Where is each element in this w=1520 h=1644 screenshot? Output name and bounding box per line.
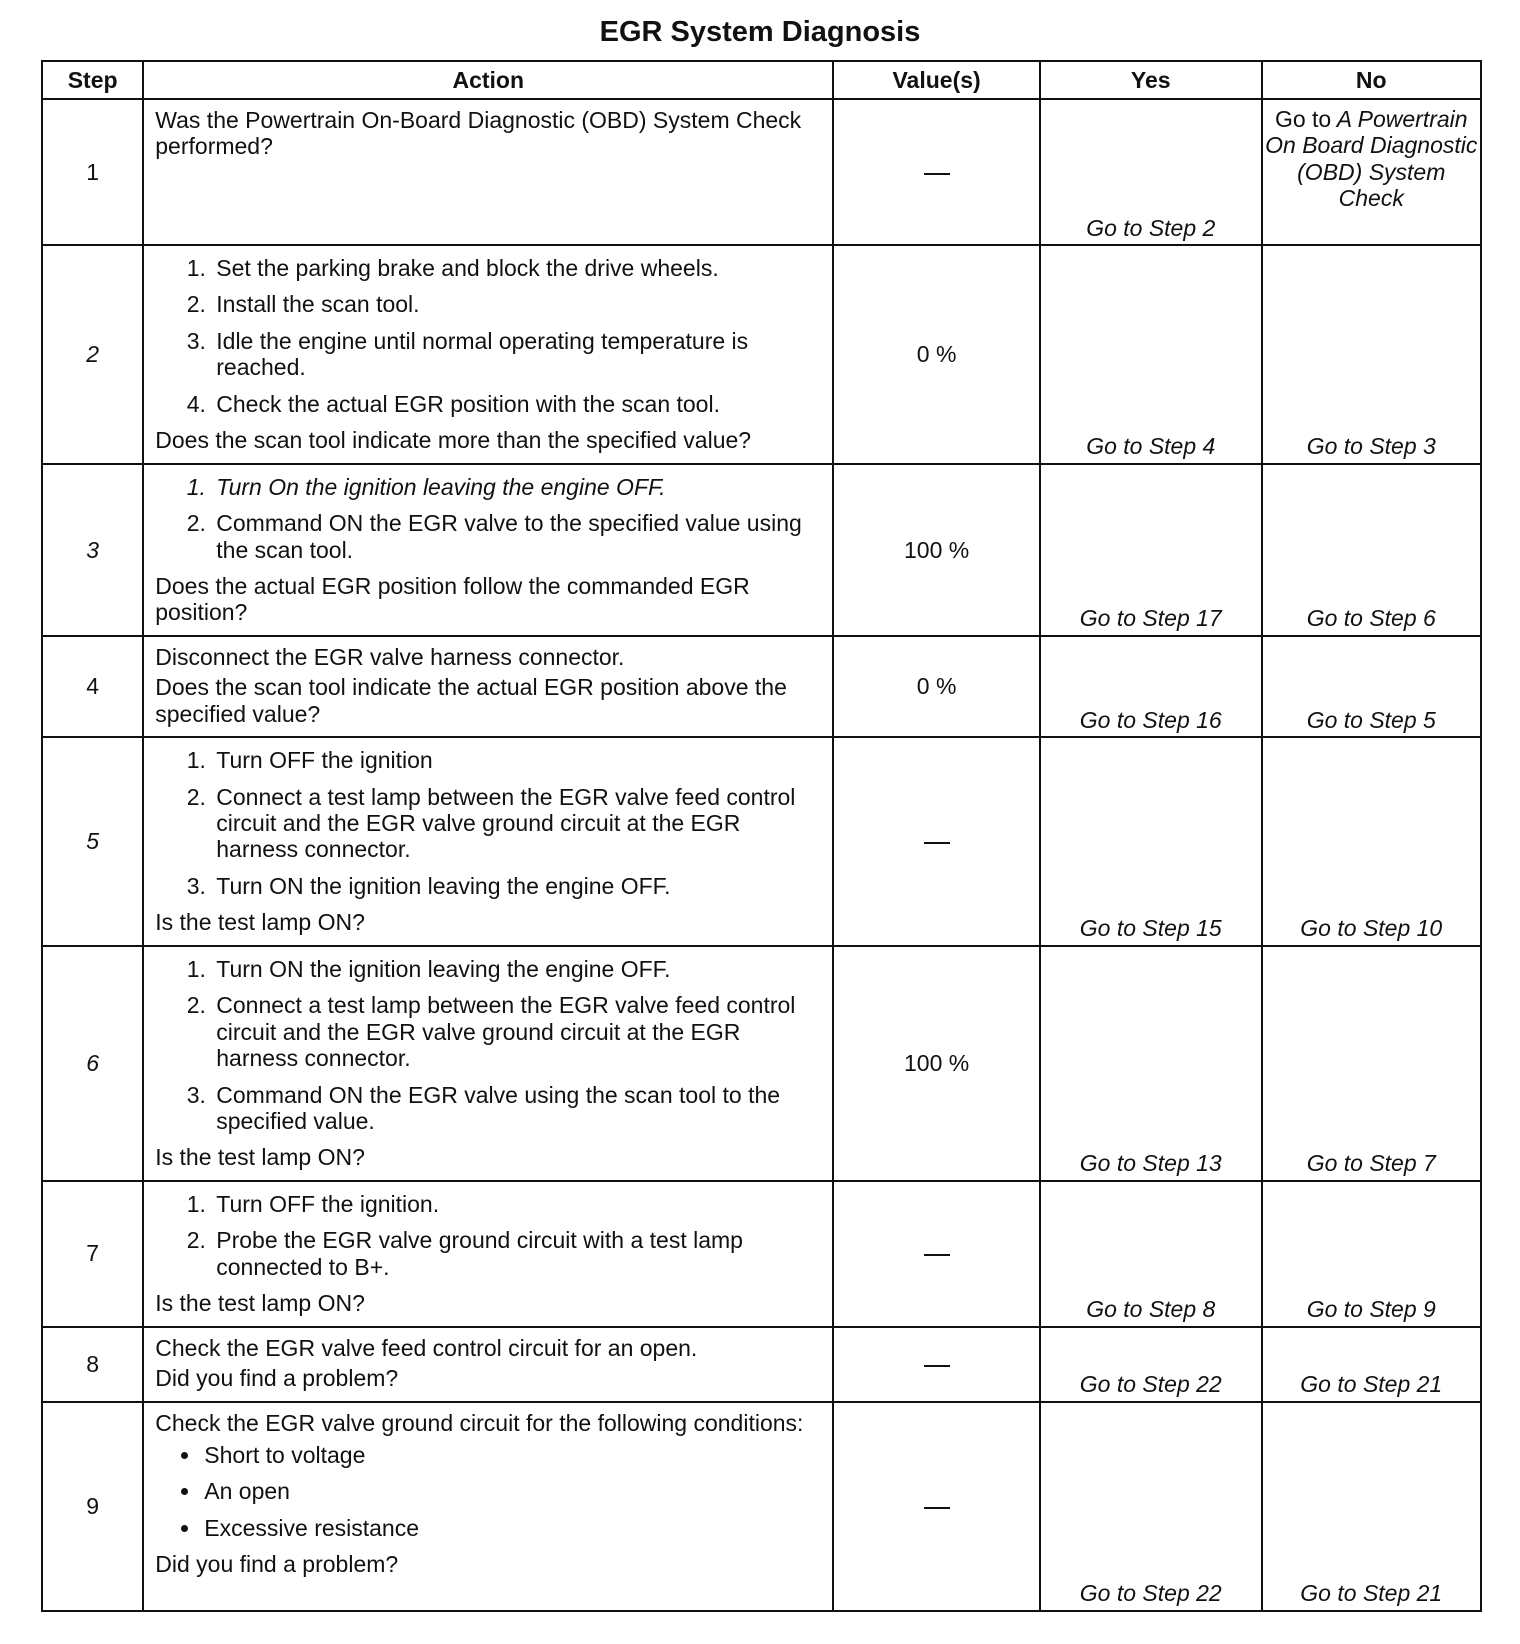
dash-icon bbox=[924, 1254, 950, 1256]
page-title: EGR System Diagnosis bbox=[599, 16, 921, 48]
action-step: 4. Check the actual EGR position with the scan tool. bbox=[212, 391, 822, 417]
yes-link[interactable]: Go to Step 15 bbox=[1040, 737, 1262, 946]
header-yes: Yes bbox=[1040, 61, 1262, 99]
action-step: 1. Turn ON the ignition leaving the engine OFF. bbox=[212, 956, 822, 982]
yes-link[interactable]: Go to Step 17 bbox=[1040, 464, 1262, 636]
action-step: 3. Command ON the EGR valve using the scan tool to the specified value. bbox=[212, 1082, 822, 1135]
step-number: 3 bbox=[42, 464, 143, 636]
action-cell bbox=[143, 636, 833, 737]
step-number: 1 bbox=[42, 99, 143, 245]
table-row bbox=[42, 1402, 1481, 1611]
dash-icon bbox=[924, 173, 950, 175]
header-action: Action bbox=[143, 61, 833, 99]
action-step: 3. Idle the engine until normal operating temperature is reached. bbox=[212, 328, 822, 381]
table-row bbox=[42, 636, 1481, 737]
no-cell bbox=[1262, 99, 1481, 245]
table-row bbox=[42, 1327, 1481, 1402]
action-cell bbox=[143, 1181, 833, 1327]
no-link[interactable]: Go to Step 10 bbox=[1262, 737, 1481, 946]
action-cell bbox=[143, 1402, 833, 1611]
action-instruction: Check the EGR valve ground circuit for the following conditions: bbox=[155, 1409, 804, 1436]
step-number: 7 bbox=[42, 1181, 143, 1327]
step-number: 2 bbox=[42, 245, 143, 464]
yes-link[interactable]: Go to Step 16 bbox=[1040, 636, 1262, 737]
table-header-row bbox=[42, 61, 1481, 99]
action-step: 1. Set the parking brake and block the drive wheels. bbox=[212, 255, 822, 281]
action-step: 2. Connect a test lamp between the EGR valve feed control circuit and the EGR valve ground circuit at the EGR harness connector. bbox=[212, 992, 822, 1071]
action-step: 1. Turn On the ignition leaving the engine OFF. bbox=[212, 474, 822, 500]
value-cell: 100 % bbox=[833, 946, 1040, 1181]
dash-icon bbox=[924, 1365, 950, 1367]
action-step: 2. Connect a test lamp between the EGR valve feed control circuit and the EGR valve ground circuit at the EGR harness connector. bbox=[212, 784, 822, 863]
action-question: Is the test lamp ON? bbox=[155, 1144, 365, 1171]
value-cell bbox=[833, 1181, 1040, 1327]
table-row bbox=[42, 1181, 1481, 1327]
no-link[interactable]: Go to Step 21 bbox=[1262, 1327, 1481, 1402]
no-link[interactable]: Go to Step 21 bbox=[1262, 1402, 1481, 1611]
action-cell bbox=[143, 946, 833, 1181]
value-cell bbox=[833, 737, 1040, 946]
action-cell bbox=[143, 245, 833, 464]
action-step: 1. Turn OFF the ignition bbox=[212, 747, 822, 773]
action-cell bbox=[143, 99, 833, 245]
value-cell bbox=[833, 1402, 1040, 1611]
condition-item: • Excessive resistance bbox=[202, 1515, 822, 1541]
action-question: Did you find a problem? bbox=[155, 1365, 399, 1391]
action-steps bbox=[155, 747, 822, 899]
table-row bbox=[42, 946, 1481, 1181]
header-values: Value(s) bbox=[833, 61, 1040, 99]
header-step: Step bbox=[42, 61, 143, 99]
yes-link[interactable]: Go to Step 22 bbox=[1040, 1402, 1262, 1611]
header-no: No bbox=[1262, 61, 1481, 99]
action-question: Does the scan tool indicate the actual EGR position above the specified value? bbox=[155, 674, 787, 727]
value-cell: 0 % bbox=[833, 245, 1040, 464]
no-link[interactable]: Go to Step 9 bbox=[1262, 1181, 1481, 1327]
action-steps bbox=[155, 255, 822, 417]
dash-icon bbox=[924, 842, 950, 844]
no-link[interactable]: Go to Step 3 bbox=[1262, 245, 1481, 464]
no-link[interactable]: Go to Step 7 bbox=[1262, 946, 1481, 1181]
action-question: Is the test lamp ON? bbox=[155, 1290, 365, 1317]
yes-link[interactable]: Go to Step 8 bbox=[1040, 1181, 1262, 1327]
condition-list bbox=[155, 1442, 822, 1541]
yes-link[interactable]: Go to Step 4 bbox=[1040, 245, 1262, 464]
action-question: Is the test lamp ON? bbox=[155, 909, 365, 936]
action-question: Does the scan tool indicate more than the specified value? bbox=[155, 427, 752, 454]
table-row bbox=[42, 99, 1481, 245]
action-instruction: Check the EGR valve feed control circuit for an open. bbox=[155, 1334, 698, 1361]
action-step: 1. Turn OFF the ignition. bbox=[212, 1191, 822, 1217]
action-instruction: Disconnect the EGR valve harness connector. bbox=[155, 643, 625, 670]
table-row bbox=[42, 464, 1481, 636]
action-cell bbox=[143, 464, 833, 636]
value-cell: 0 % bbox=[833, 636, 1040, 737]
step-number: 4 bbox=[42, 636, 143, 737]
action-step: 2. Probe the EGR valve ground circuit with a test lamp connected to B+. bbox=[212, 1227, 822, 1280]
value-cell bbox=[833, 99, 1040, 245]
action-question: Does the actual EGR position follow the commanded EGR position? bbox=[155, 572, 750, 626]
diagnosis-table bbox=[41, 60, 1482, 1612]
value-cell: 100 % bbox=[833, 464, 1040, 636]
no-prefix: Go to bbox=[1274, 106, 1332, 132]
action-step: 2. Command ON the EGR valve to the specified value using the scan tool. bbox=[212, 510, 822, 563]
dash-icon bbox=[924, 1507, 950, 1509]
action-question: Did you find a problem? bbox=[155, 1551, 399, 1578]
action-step: 2. Install the scan tool. bbox=[212, 291, 822, 317]
action-cell bbox=[143, 1327, 833, 1402]
no-link[interactable]: Go to Step 5 bbox=[1262, 636, 1481, 737]
value-cell bbox=[833, 1327, 1040, 1402]
yes-link[interactable]: Go to Step 22 bbox=[1040, 1327, 1262, 1402]
action-question: Was the Powertrain On-Board Diagnostic (OBD) System Check performed? bbox=[155, 107, 802, 160]
action-steps bbox=[155, 956, 822, 1135]
condition-item: • Short to voltage bbox=[202, 1442, 822, 1468]
condition-item: • An open bbox=[202, 1478, 822, 1504]
no-link[interactable]: A Powertrain On Board Diagnostic (OBD) System Check bbox=[1265, 106, 1478, 212]
step-number: 8 bbox=[42, 1327, 143, 1402]
action-steps bbox=[155, 474, 822, 563]
no-link[interactable]: Go to Step 6 bbox=[1262, 464, 1481, 636]
step-number: 9 bbox=[42, 1402, 143, 1611]
yes-link[interactable]: Go to Step 2 bbox=[1040, 99, 1262, 245]
action-cell bbox=[143, 737, 833, 946]
step-number: 6 bbox=[42, 946, 143, 1181]
yes-link[interactable]: Go to Step 13 bbox=[1040, 946, 1262, 1181]
table-row bbox=[42, 737, 1481, 946]
table-row bbox=[42, 245, 1481, 464]
action-step: 3. Turn ON the ignition leaving the engine OFF. bbox=[212, 873, 822, 899]
action-steps bbox=[155, 1191, 822, 1280]
step-number: 5 bbox=[42, 737, 143, 946]
